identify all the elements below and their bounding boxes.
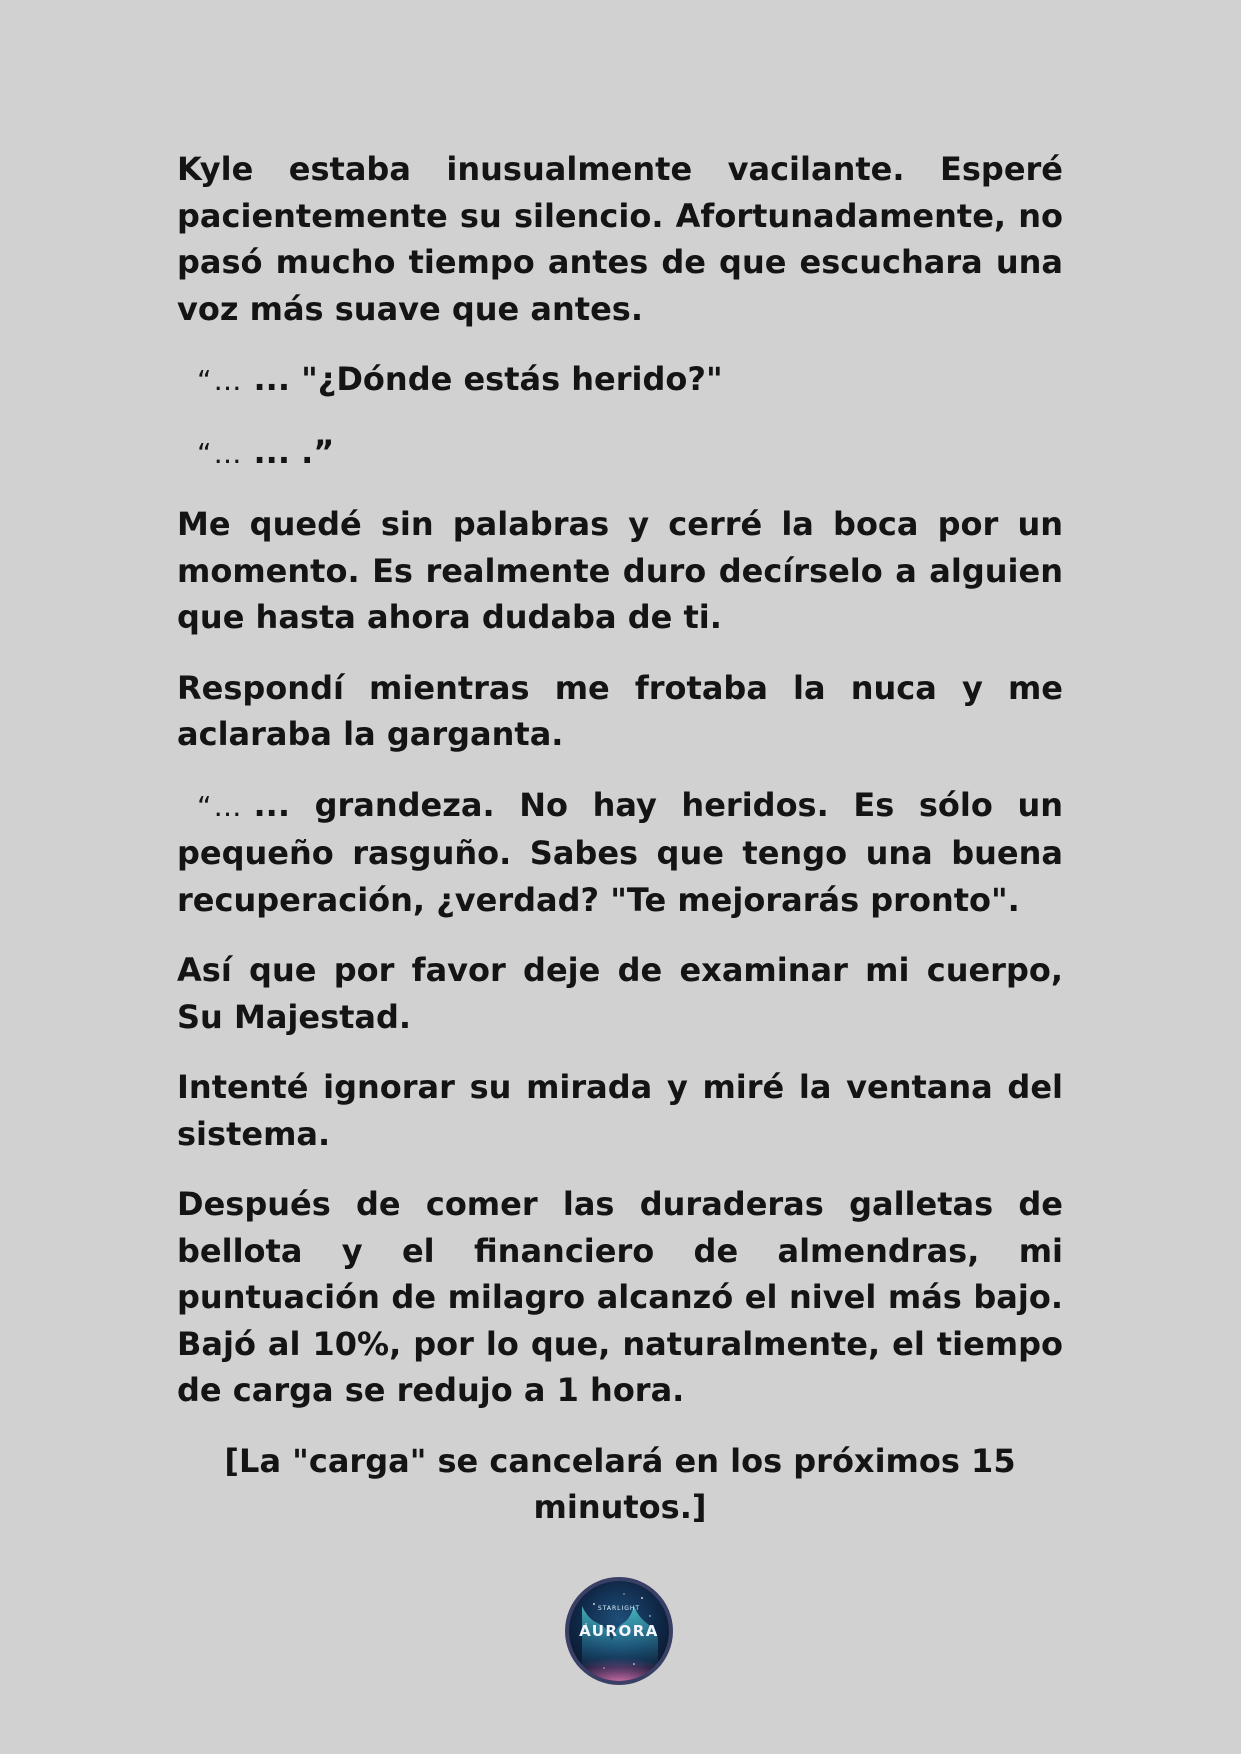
aurora-logo — [564, 1576, 674, 1686]
dialog-line-1 — [177, 356, 1063, 405]
paragraph-6: Después de comer las duraderas galletas de bellota y el financiero de almendras, mi puntuación de milagro alcanzó el nivel más bajo. Bajó al 10%, por lo que, naturalmente, el tiempo de carga se redujo a 1 hora. — [177, 1185, 1063, 1409]
paragraph-1: Kyle estaba inusualmente vacilante. Esperé pacientemente su silencio. Afortunadamente, no pasó mucho tiempo antes de que escuchara una voz más suave que antes. — [177, 150, 1063, 328]
dialog-open-quote: “… — [197, 364, 244, 397]
paragraph-2: Me quedé sin palabras y cerré la boca por un momento. Es realmente duro decírselo a alguien que hasta ahora dudaba de ti. — [177, 505, 1063, 636]
system-message: [La "carga" se cancelará en los próximos 15 minutos.] — [224, 1441, 1016, 1526]
logo-top-text: STARLIGHT — [597, 1605, 641, 1612]
paragraph-4: Así que por favor deje de examinar mi cuerpo, Su Majestad. — [177, 951, 1063, 1036]
dialog-text: ... .” — [253, 432, 335, 471]
paragraph-5: Intenté ignorar su mirada y miré la ventana del sistema. — [177, 1068, 1063, 1153]
dialog-line-2 — [177, 429, 1063, 478]
dialog-line-3 — [177, 782, 1063, 924]
chapter-text — [177, 146, 1063, 1531]
dialog-open-quote: “… — [197, 789, 244, 823]
logo-name: AURORA — [579, 1622, 659, 1640]
dialog-text: ... grandeza. No hay heridos. Es sólo un pequeño rasguño. Sabes que tengo una buena recuperación, ¿verdad? "Te mejorarás pronto". — [177, 785, 1063, 919]
paragraph-3: Respondí mientras me frotaba la nuca y me aclaraba la garganta. — [177, 668, 1063, 753]
dialog-text: ... "¿Dónde estás herido?" — [253, 360, 723, 398]
dialog-open-quote: “… — [197, 436, 244, 470]
